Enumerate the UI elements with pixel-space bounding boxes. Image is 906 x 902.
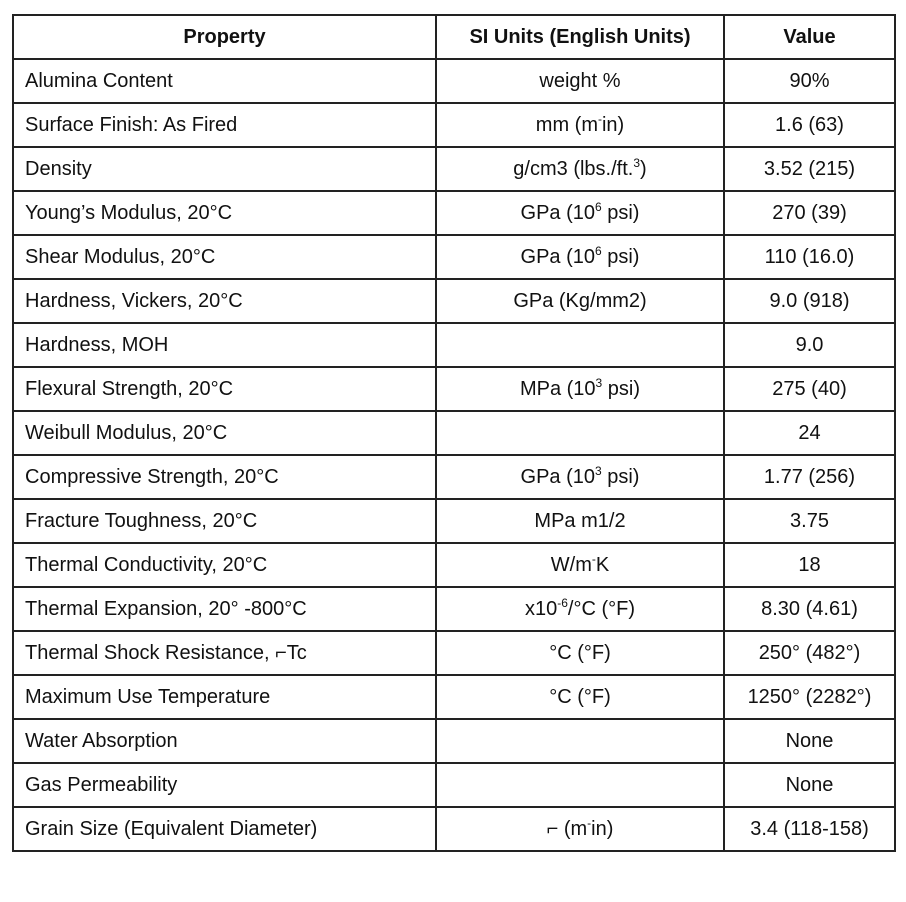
table-row	[13, 367, 895, 411]
value-cell: 1.77 (256)	[724, 455, 895, 499]
table-row	[13, 587, 895, 631]
value-cell: 3.52 (215)	[724, 147, 895, 191]
property-cell: Water Absorption	[13, 719, 436, 763]
value-cell: 9.0 (918)	[724, 279, 895, 323]
value-cell: 270 (39)	[724, 191, 895, 235]
value-cell: 110 (16.0)	[724, 235, 895, 279]
units-cell: °C (°F)	[436, 675, 724, 719]
superscript: -	[591, 552, 596, 566]
units-cell: MPa ($10^3$ psi)	[436, 367, 724, 411]
property-cell: Alumina Content	[13, 59, 436, 103]
superscript: -	[587, 816, 592, 830]
units-cell: GPa ($10^6$ psi)	[436, 191, 724, 235]
property-cell: Fracture Toughness, 20°C	[13, 499, 436, 543]
table-row	[13, 675, 895, 719]
units-cell: mm (m-in)	[436, 103, 724, 147]
value-cell: 275 (40)	[724, 367, 895, 411]
superscript: -	[597, 112, 602, 126]
property-cell: Gas Permeability	[13, 763, 436, 807]
table-row	[13, 191, 895, 235]
value-cell: 3.4 (118-158)	[724, 807, 895, 851]
header-units: SI Units (English Units)	[436, 15, 724, 59]
units-cell: GPa (Kg/mm2)	[436, 279, 724, 323]
superscript: 6	[595, 200, 602, 214]
units-cell: ⌐ (m-in)	[436, 807, 724, 851]
property-cell: Shear Modulus, 20°C	[13, 235, 436, 279]
header-property: Property	[13, 15, 436, 59]
superscript: 6	[595, 244, 602, 258]
property-cell: Grain Size (Equivalent Diameter)	[13, 807, 436, 851]
value-cell: None	[724, 719, 895, 763]
property-cell: Thermal Shock Resistance, ⌐Tc	[13, 631, 436, 675]
units-cell: GPa ($10^6$ psi)	[436, 235, 724, 279]
value-cell: None	[724, 763, 895, 807]
table-row	[13, 279, 895, 323]
units-cell	[436, 763, 724, 807]
superscript: 3	[595, 376, 603, 390]
units-cell: g/cm3 (lbs./ft.$^3$)	[436, 147, 724, 191]
superscript: 3	[633, 156, 641, 170]
value-cell: 9.0	[724, 323, 895, 367]
units-cell: MPa m1/2	[436, 499, 724, 543]
units-cell: weight %	[436, 59, 724, 103]
table-header-row	[13, 15, 895, 59]
material-properties-table	[12, 14, 896, 852]
property-cell: Hardness, MOH	[13, 323, 436, 367]
value-cell: 250° (482°)	[724, 631, 895, 675]
table-row	[13, 719, 895, 763]
property-cell: Young’s Modulus, 20°C	[13, 191, 436, 235]
units-cell: $x10^{-6}/^\circ C$ (°F)	[436, 587, 724, 631]
value-cell: 90%	[724, 59, 895, 103]
properties-sheet	[12, 14, 896, 852]
table-row	[13, 235, 895, 279]
property-cell: Surface Finish: As Fired	[13, 103, 436, 147]
superscript: -6	[557, 596, 568, 610]
table-row	[13, 499, 895, 543]
value-cell: 1250° (2282°)	[724, 675, 895, 719]
value-cell: 8.30 (4.61)	[724, 587, 895, 631]
property-cell: Density	[13, 147, 436, 191]
property-cell: Weibull Modulus, 20°C	[13, 411, 436, 455]
property-cell: Hardness, Vickers, 20°C	[13, 279, 436, 323]
superscript: 3	[595, 464, 602, 478]
property-cell: Compressive Strength, 20°C	[13, 455, 436, 499]
table-row	[13, 323, 895, 367]
table-row	[13, 763, 895, 807]
table-row	[13, 147, 895, 191]
units-cell	[436, 411, 724, 455]
header-value: Value	[724, 15, 895, 59]
property-cell: Maximum Use Temperature	[13, 675, 436, 719]
table-row	[13, 631, 895, 675]
property-cell: Thermal Conductivity, 20°C	[13, 543, 436, 587]
units-cell: GPa ($10^3$ psi)	[436, 455, 724, 499]
property-cell: Thermal Expansion, 20° -800°C	[13, 587, 436, 631]
table-body	[13, 59, 895, 851]
table-row	[13, 543, 895, 587]
units-cell	[436, 323, 724, 367]
property-cell: Flexural Strength, 20°C	[13, 367, 436, 411]
value-cell: 18	[724, 543, 895, 587]
units-cell: W/m-K	[436, 543, 724, 587]
value-cell: 1.6 (63)	[724, 103, 895, 147]
table-row	[13, 411, 895, 455]
table-row	[13, 59, 895, 103]
value-cell: 24	[724, 411, 895, 455]
units-cell: °C (°F)	[436, 631, 724, 675]
units-cell	[436, 719, 724, 763]
table-row	[13, 807, 895, 851]
table-row	[13, 455, 895, 499]
value-cell: 3.75	[724, 499, 895, 543]
table-row	[13, 103, 895, 147]
